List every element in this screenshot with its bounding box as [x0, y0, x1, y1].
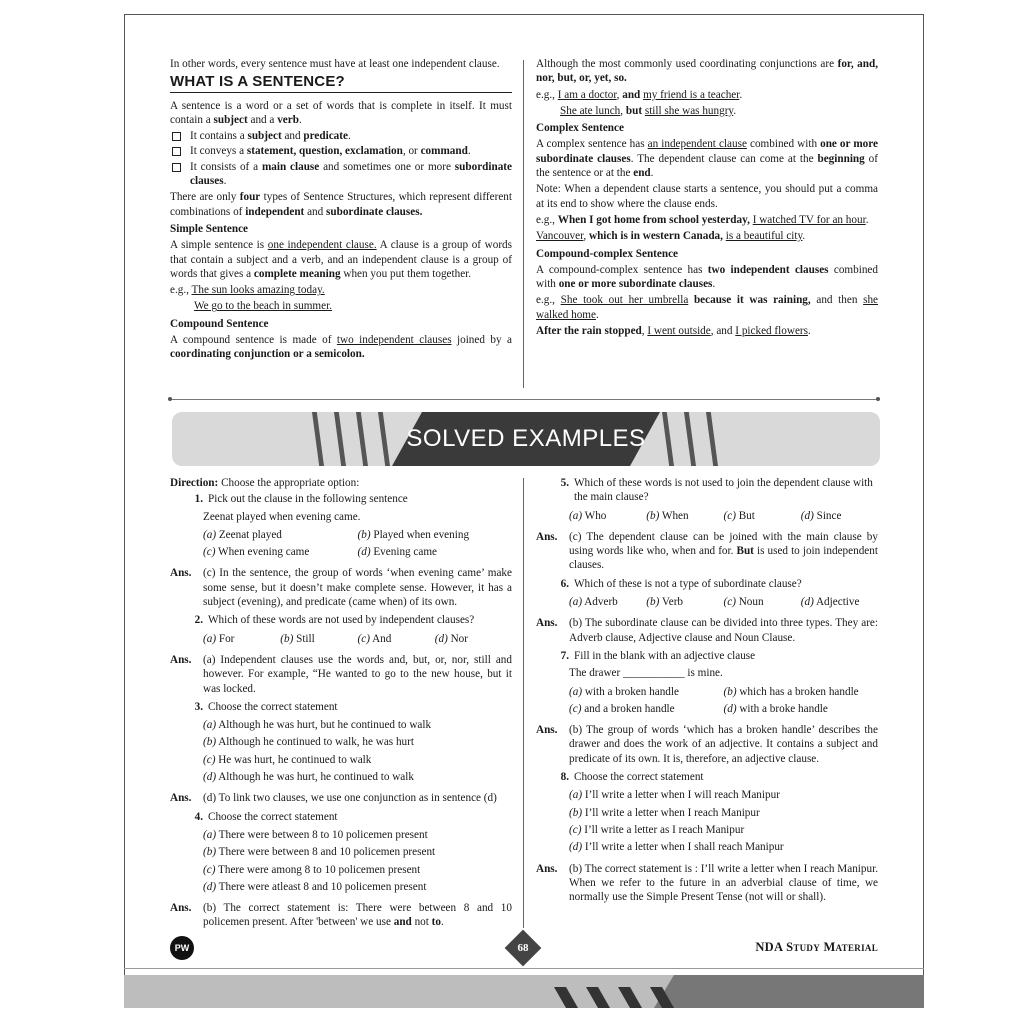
- examples-right-column: [536, 476, 878, 908]
- simple-example-1: e.g., The sun looks amazing today.: [170, 284, 325, 297]
- option-a: (a) Zeenat played: [203, 528, 282, 541]
- answer-3: Ans. (d) To link two clauses, we use one conjunction as in sentence (d): [170, 792, 497, 805]
- answer-1: Ans. (c) In the sentence, the group of words ‘when evening came’ make some sense, but it doesn’t make complete sense. However, it has a subject (evening), and predicate (came when) of its own.: [170, 567, 512, 609]
- question-6-options: [536, 595, 878, 612]
- option-b: (b) Played when evening: [357, 528, 470, 541]
- option-a: (a) I’ll write a letter when I will reach Manipur: [569, 789, 780, 802]
- question-4-options: [170, 828, 512, 897]
- section-heading: WHAT IS A SENTENCE?: [170, 75, 512, 92]
- column-divider: [523, 478, 524, 928]
- banner-title: SOLVED EXAMPLES: [406, 425, 646, 452]
- option-c: (c) But: [723, 509, 755, 522]
- option-c: (c) I’ll write a letter as I reach Manipur: [569, 823, 745, 836]
- option-d: (d) There were atleast 8 and 10 policemen present: [203, 880, 427, 893]
- question-1: 1. Pick out the clause in the following sentence: [194, 493, 408, 506]
- footer-dark-band: [654, 975, 924, 1008]
- list-item: It contains a subject and predicate.: [170, 129, 512, 143]
- footer-line: [124, 968, 924, 969]
- section-divider: [170, 399, 878, 400]
- option-b: (b) which has a broken handle: [723, 685, 859, 698]
- option-d: (d) with a broke handle: [723, 702, 828, 715]
- question-1-statement: Zeenat played when evening came.: [203, 510, 361, 523]
- option-b: (b) Although he continued to walk, he was hurt: [203, 736, 414, 749]
- answer-2: Ans. (a) Independent clauses use the words and, but, or, nor, still and however. For example, “He wanted to go to the new house, but it was locked.: [170, 653, 512, 695]
- option-c: (c) There were among 8 to 10 policemen present: [203, 863, 421, 876]
- intro-text: In other words, every sentence must have at least one independent clause.: [170, 58, 500, 70]
- option-c: (c) He was hurt, he continued to walk: [203, 753, 372, 766]
- conjunctions-text: Although the most commonly used coordinating conjunctions are for, and, nor, but, or, yet, so.: [536, 58, 879, 85]
- option-b: (b) Verb: [646, 596, 684, 609]
- footer-stripe: [554, 987, 578, 1008]
- question-7: 7. Fill in the blank with an adjective clause: [560, 649, 756, 662]
- complex-sentence-definition: A complex sentence has an independent clause combined with one or more subordinate clauses. The dependent clause can come at the beginning of the sentence or at the end.: [536, 138, 878, 180]
- question-5: 5. Which of these words is not used to join the dependent clause with the main clause?: [560, 477, 873, 504]
- option-a: (a) with a broken handle: [569, 685, 679, 698]
- footer-stripe: [618, 987, 642, 1008]
- option-c: (c) And: [357, 632, 392, 645]
- option-b: (b) I’ll write a letter when I reach Manipur: [569, 806, 760, 819]
- option-a: (a) Adverb: [569, 596, 618, 609]
- option-d: (d) Nor: [434, 632, 468, 645]
- question-5-options: [536, 509, 878, 526]
- question-3: 3. Choose the correct statement: [194, 700, 338, 713]
- compound-sentence-heading: Compound Sentence: [170, 317, 269, 330]
- option-d: (d) I’ll write a letter when I shall reach Manipur: [569, 841, 784, 854]
- compound-complex-example-2: After the rain stopped, I went outside, and I picked flowers.: [536, 325, 811, 338]
- complex-example-2: Vancouver, which is in western Canada, is a beautiful city.: [536, 230, 806, 243]
- option-c: (c) When evening came: [203, 546, 310, 559]
- answer-4: Ans. (b) The correct statement is: There were between 8 and 10 policemen present. After 'between' we use and not to.: [170, 902, 512, 929]
- footer-bar: [124, 975, 924, 1008]
- question-8: 8. Choose the correct statement: [560, 771, 704, 784]
- option-a: (a) Who: [569, 509, 607, 522]
- question-3-options: [170, 718, 512, 787]
- option-c: (c) and a broken handle: [569, 702, 675, 715]
- complex-sentence-heading: Complex Sentence: [536, 122, 624, 135]
- brand-label: NDA Study Material: [755, 940, 878, 954]
- option-a: (a) There were between 8 to 10 policemen present: [203, 828, 428, 841]
- question-7-statement: The drawer ___________ is mine.: [569, 667, 723, 680]
- list-item: It conveys a statement, question, exclamation, or command.: [170, 144, 512, 158]
- option-b: (b) When: [646, 509, 689, 522]
- simple-example-2: We go to the beach in summer.: [194, 300, 332, 313]
- page-number: [506, 934, 540, 962]
- simple-sentence-definition: A simple sentence is one independent clause. A clause is a group of words that contain a subject and a verb, and an independent clause is a group of words that gives a complete meaning when you put them together.: [170, 239, 512, 280]
- answer-8: Ans. (b) The correct statement is : I’ll write a letter when I reach Manipur. When we refer to the future in an adverbial clause of time, we normally use the Simple Present Tense (not will or shall).: [536, 862, 878, 904]
- option-d: (d) Although he was hurt, he continued to walk: [203, 771, 414, 784]
- theory-right-column: [536, 57, 878, 340]
- four-types-text: There are only four types of Sentence Structures, which represent different combinations of independent and subordinate clauses.: [170, 191, 512, 218]
- direction: Direction: Choose the appropriate option:: [170, 477, 360, 489]
- solved-examples-banner: [172, 412, 880, 466]
- sentence-features-list: [170, 129, 512, 188]
- answer-7: Ans. (b) The group of words ‘which has a broken handle’ describes the drawer and does the work of an adjective. It contains a subject and predicate of its own. It is, therefore, an adjective clause.: [536, 724, 878, 765]
- complex-example-1: e.g., When I got home from school yesterday, I watched TV for an hour.: [536, 213, 869, 226]
- option-d: (d) Evening came: [357, 546, 438, 559]
- page-number-text: 68: [517, 942, 529, 954]
- option-d: (d) Since: [800, 509, 842, 522]
- simple-sentence-heading: Simple Sentence: [170, 222, 248, 235]
- question-8-options: [536, 788, 878, 857]
- compound-complex-definition: A compound-complex sentence has two independent clauses combined with one or more subordinate clauses.: [536, 263, 878, 291]
- question-7-options: [536, 685, 878, 720]
- list-item: It consists of a main clause and sometimes one or more subordinate clauses.: [170, 160, 512, 189]
- option-b: (b) There were between 8 and 10 policemen present: [203, 846, 436, 859]
- pw-logo-icon: PW: [170, 936, 194, 960]
- question-2: 2. Which of these words are not used by independent clauses?: [194, 614, 475, 627]
- option-a: (a) For: [203, 632, 235, 645]
- compound-complex-heading: Compound-complex Sentence: [536, 247, 679, 260]
- question-4: 4. Choose the correct statement: [194, 810, 338, 823]
- footer-stripe: [586, 987, 610, 1008]
- question-6: 6. Which of these is not a type of subordinate clause?: [560, 577, 802, 590]
- question-1-options: [170, 528, 512, 563]
- answer-5: Ans. (c) The dependent clause can be joined with the main clause by using words like who, when and for. But is used to join independent clauses.: [536, 530, 878, 572]
- option-b: (b) Still: [280, 632, 315, 645]
- compound-example-1: e.g., I am a doctor, and my friend is a teacher.: [536, 88, 743, 101]
- compound-complex-example-1: e.g., She took out her umbrella because it was raining, and then she walked home.: [536, 294, 879, 321]
- question-2-options: [170, 632, 512, 649]
- option-d: (d) Adjective: [800, 596, 860, 609]
- column-divider: [523, 60, 524, 388]
- sentence-definition: A sentence is a word or a set of words that is complete in itself. It must contain a subject and a verb.: [170, 99, 512, 126]
- option-a: (a) Although he was hurt, but he continued to walk: [203, 719, 432, 732]
- examples-left-column: [170, 476, 512, 934]
- compound-example-2: She ate lunch, but still she was hungry.: [560, 104, 737, 117]
- compound-sentence-definition: A compound sentence is made of two independent clauses joined by a coordinating conjunction or a semicolon.: [170, 334, 512, 361]
- theory-left-column: [170, 57, 512, 364]
- answer-6: Ans. (b) The subordinate clause can be divided into three types. They are: Adverb clause, Adjective clause and Noun Clause.: [536, 617, 878, 644]
- complex-note: Note: When a dependent clause starts a sentence, you should put a comma at its end to show where the clause ends.: [536, 183, 878, 210]
- option-c: (c) Noun: [723, 596, 764, 609]
